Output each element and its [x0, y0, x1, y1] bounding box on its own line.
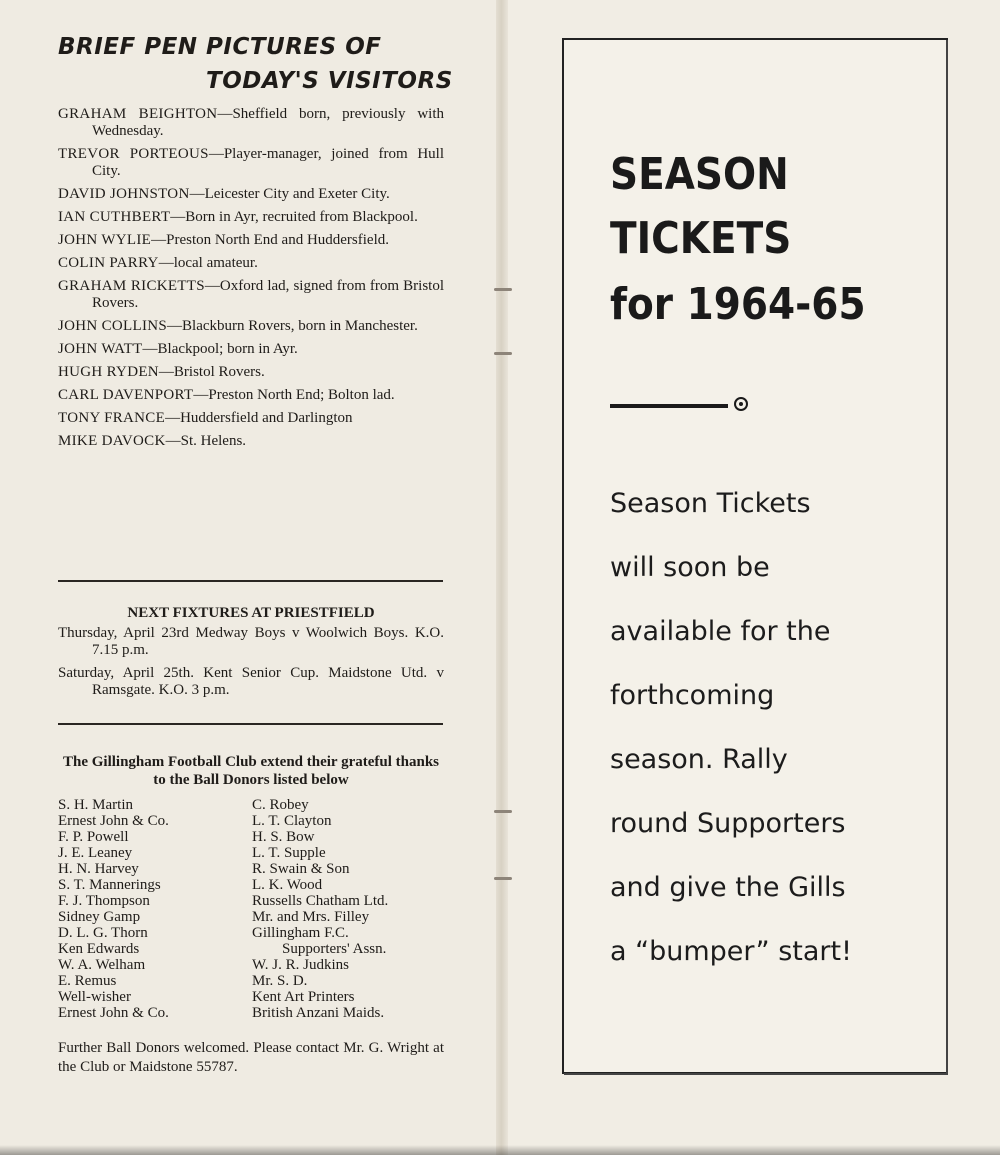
player-bio	[58, 341, 444, 358]
donor-name: Ernest John & Co.	[58, 813, 169, 829]
player-note: —Bristol Rovers.	[158, 364, 265, 380]
donor-name: British Anzani Maids.	[252, 1005, 385, 1021]
further-donors-note: Further Ball Donors welcomed. Please contact Mr. G. Wright at the Club or Maidstone 55787.	[58, 1040, 444, 1075]
player-note: —Oxford lad, signed from from Bristol Rovers.	[92, 278, 445, 311]
advert-body-line: and give the Gills	[610, 872, 846, 903]
player-bio	[58, 186, 444, 203]
advert-body-line: a “bumper” start!	[610, 936, 852, 967]
advert-body-line: forthcoming	[610, 680, 775, 711]
advert-shadow	[946, 40, 948, 1075]
player-note: —local amateur.	[158, 255, 258, 271]
player-name: JOHN WATT	[58, 341, 143, 357]
player-note: —Born in Ayr, recruited from Blackpool.	[170, 209, 418, 225]
player-bio	[58, 318, 444, 335]
decorative-rule	[610, 404, 728, 408]
player-name: TREVOR PORTEOUS	[58, 146, 209, 162]
player-bio	[58, 209, 444, 226]
donor-name: Supporters' Assn.	[282, 941, 387, 957]
staple-icon	[494, 810, 512, 813]
donor-name: C. Robey	[252, 797, 309, 813]
staple-icon	[494, 877, 512, 880]
donor-name: L. T. Supple	[252, 845, 326, 861]
donor-name: R. Swain & Son	[252, 861, 350, 877]
donor-name: Mr. and Mrs. Filley	[252, 909, 370, 925]
donor-name: H. N. Harvey	[58, 861, 139, 877]
donor-name: F. P. Powell	[58, 829, 129, 845]
player-note: —Preston North End and Huddersfield.	[151, 232, 390, 248]
donor-name: D. L. G. Thorn	[58, 925, 148, 941]
player-bio	[58, 410, 444, 427]
fixtures-list	[58, 625, 444, 705]
player-note: —Blackburn Rovers, born in Manchester.	[167, 318, 418, 334]
player-name: GRAHAM BEIGHTON	[58, 106, 218, 122]
player-bio	[58, 255, 444, 272]
player-name: JOHN WYLIE	[58, 232, 152, 248]
player-name: JOHN COLLINS	[58, 318, 168, 334]
section-divider	[58, 723, 443, 725]
pen-pictures-title-line2: TODAY'S VISITORS	[206, 68, 453, 94]
player-note: —Huddersfield and Darlington	[165, 410, 353, 426]
player-name: MIKE DAVOCK	[58, 433, 166, 449]
donor-name: Russells Chatham Ltd.	[252, 893, 389, 909]
donor-name: Sidney Gamp	[58, 909, 141, 925]
section-divider	[58, 580, 443, 582]
player-bio	[58, 433, 444, 450]
player-bio	[58, 106, 444, 140]
donor-name: Well-wisher	[58, 989, 131, 1005]
staple-icon	[494, 288, 512, 291]
donor-name: Kent Art Printers	[252, 989, 355, 1005]
player-note: —Player-manager, joined from Hull City.	[92, 146, 444, 179]
player-bio-list	[58, 106, 444, 456]
donor-name: L. T. Clayton	[252, 813, 332, 829]
player-bio	[58, 278, 444, 312]
donor-name: W. J. R. Judkins	[252, 957, 349, 973]
donor-name: W. A. Welham	[58, 957, 146, 973]
donor-name: E. Remus	[58, 973, 117, 989]
player-name: GRAHAM RICKETTS	[58, 278, 205, 294]
staple-icon	[494, 352, 512, 355]
donors-column-2	[252, 797, 452, 1021]
player-note: —St. Helens.	[165, 433, 247, 449]
donors-column-1	[58, 797, 248, 1021]
player-bio	[58, 364, 444, 381]
player-note: —Preston North End; Bolton lad.	[193, 387, 395, 403]
donor-name: Mr. S. D.	[252, 973, 308, 989]
fixtures-heading: NEXT FIXTURES AT PRIESTFIELD	[127, 605, 375, 621]
donor-name: Gillingham F.C.	[252, 925, 349, 941]
player-note: —Sheffield born, previously with Wednesday.	[92, 106, 445, 139]
player-name: TONY FRANCE	[58, 410, 166, 426]
fixture-item: Thursday, April 23rd Medway Boys v Woolwich Boys. K.O. 7.15 p.m.	[58, 625, 444, 658]
player-bio	[58, 232, 444, 249]
ball-donors-heading: The Gillingham Football Club extend their grateful thanks to the Ball Donors listed below	[62, 754, 439, 788]
page-edge-shadow	[0, 1145, 1000, 1155]
player-name: DAVID JOHNSTON	[58, 186, 190, 202]
advert-body-line: round Supporters	[610, 808, 846, 839]
pen-pictures-title-line1: BRIEF PEN PICTURES OF	[58, 34, 382, 60]
player-bio	[58, 146, 444, 180]
donor-name: S. H. Martin	[58, 797, 133, 813]
advert-heading-line3: for 1964-65	[610, 280, 866, 331]
advert-body-line: season. Rally	[610, 744, 788, 775]
player-note: —Blackpool; born in Ayr.	[142, 341, 298, 357]
donor-name: F. J. Thompson	[58, 893, 150, 909]
advert-body-line: Season Tickets	[610, 488, 811, 519]
player-name: IAN CUTHBERT	[58, 209, 171, 225]
advert-heading-line2: TICKETS	[610, 214, 792, 265]
donor-name: J. E. Leaney	[58, 845, 133, 861]
player-name: COLIN PARRY	[58, 255, 159, 271]
donor-name: L. K. Wood	[252, 877, 323, 893]
player-name: CARL DAVENPORT	[58, 387, 194, 403]
advert-shadow	[564, 1073, 948, 1075]
player-name: HUGH RYDEN	[58, 364, 159, 380]
donor-name: H. S. Bow	[252, 829, 315, 845]
advert-body-line: will soon be	[610, 552, 770, 583]
advert-heading-line1: SEASON	[610, 150, 789, 201]
player-bio	[58, 387, 444, 404]
advert-body-line: available for the	[610, 616, 831, 647]
donor-name: S. T. Mannerings	[58, 877, 161, 893]
fixture-item: Saturday, April 25th. Kent Senior Cup. Maidstone Utd. v Ramsgate. K.O. 3 p.m.	[58, 665, 444, 698]
donor-name: Ken Edwards	[58, 941, 140, 957]
player-note: —Leicester City and Exeter City.	[189, 186, 390, 202]
booklet-spine	[496, 0, 508, 1155]
donor-name: Ernest John & Co.	[58, 1005, 169, 1021]
advert-body	[610, 472, 930, 984]
bullseye-icon	[734, 397, 748, 411]
